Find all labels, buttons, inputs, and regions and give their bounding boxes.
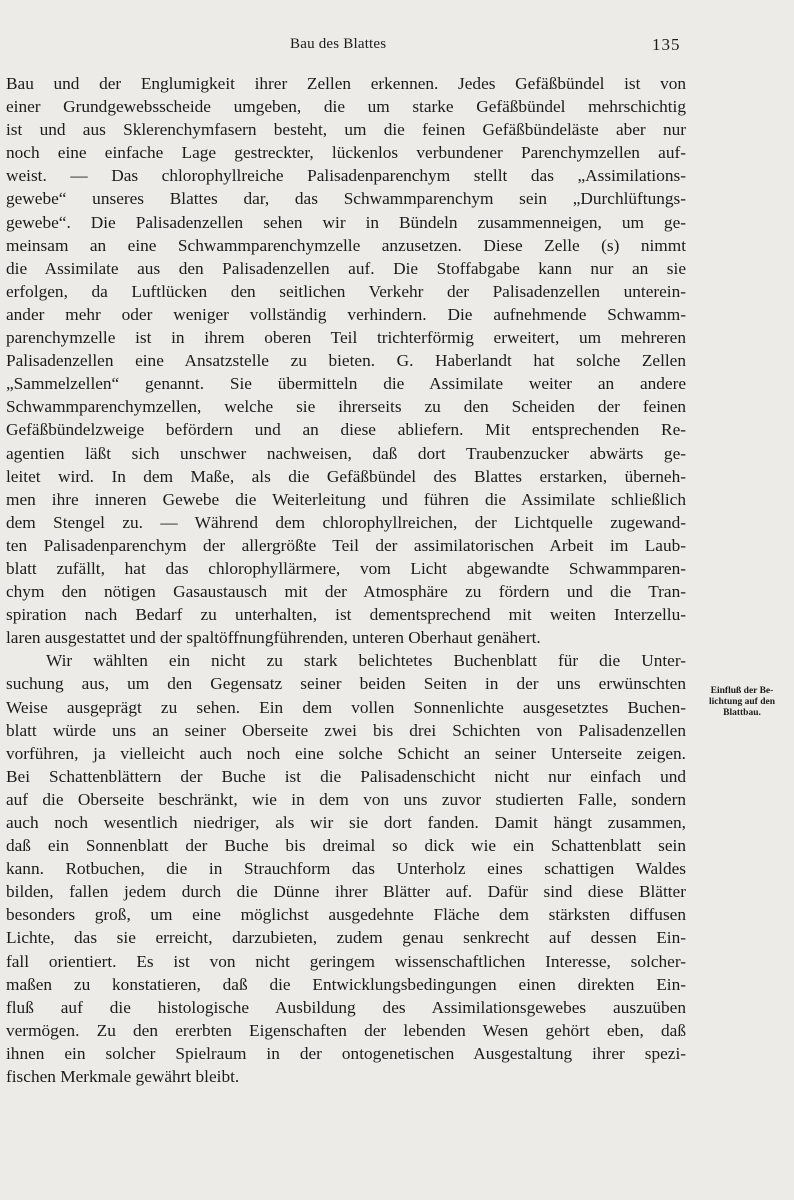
text-line: Bei Schattenblättern der Buche ist die Palisadenschicht nicht nur einfach und	[6, 766, 686, 786]
margin-note-line: Blattbau.	[723, 708, 761, 718]
text-line: spiration nach Bedarf zu unterhalten, ist dementsprechend mit weiten Interzellu-	[6, 605, 686, 625]
text-line: auf die Oberseite beschränkt, wie in dem von uns zuvor studierten Falle, sondern	[6, 789, 686, 809]
text-line: blatt würde uns an seiner Oberseite zwei bis drei Schichten von Palisadenzellen	[6, 720, 686, 740]
text-line: fluß auf die histologische Ausbildung des Assimilationsgewebes auszuüben	[6, 997, 686, 1017]
text-line: auch noch wesentlich niedriger, als wir sie dort fanden. Damit hängt zusammen,	[6, 813, 686, 832]
text-line: daß ein Sonnenblatt der Buche bis dreimal so dick wie ein Schattenblatt sein	[6, 836, 686, 856]
text-line: kann. Rotbuchen, die in Strauchform das Unterholz eines schattigen Waldes	[6, 859, 686, 879]
text-line: „Sammelzellen“ genannt. Sie übermitteln die Assimilate weiter an andere	[6, 374, 686, 394]
running-title: Bau des Blattes	[290, 36, 387, 52]
text-line: noch eine einfache Lage gestreckter, lückenlos verbundener Parenchymzellen auf-	[6, 143, 686, 163]
text-line: Weise ausgeprägt zu sehen. Ein dem vollen Sonnenlichte ausgesetztes Buchen-	[6, 697, 686, 717]
text-line: fischen Merkmale gewährt bleibt.	[6, 1067, 240, 1087]
text-line: Gefäßbündelzweige befördern und an diese abliefern. Mit entsprechenden Re-	[6, 420, 686, 440]
text-line: gewebe“ unseres Blattes dar, das Schwammparenchym sein „Durchlüftungs-	[6, 189, 686, 209]
text-line: dem Stengel zu. — Während dem chlorophyllreichen, der Lichtquelle zugewand-	[6, 512, 686, 532]
paragraph	[6, 649, 686, 1088]
text-line: Schwammparenchymzellen, welche sie ihrerseits zu den Scheiden der feinen	[6, 397, 686, 417]
text-line: Lichte, das sie erreicht, darzubieten, zudem genau senkrecht auf dessen Ein-	[6, 928, 686, 948]
body-text	[6, 72, 686, 1088]
text-line: maßen zu konstatieren, daß die Entwicklungsbedingungen einen direkten Ein-	[6, 974, 686, 994]
margin-note-line: lichtung auf den	[709, 697, 775, 707]
text-line: gewebe“. Die Palisadenzellen sehen wir in Bündeln zusammenneigen, um ge-	[6, 212, 686, 232]
margin-note-line: Einfluß der Be-	[710, 686, 774, 696]
text-line: leitet wird. In dem Maße, als die Gefäßbündel des Blattes erstarken, überneh-	[6, 466, 686, 486]
text-line: Bau und der Englumigkeit ihrer Zellen erkennen. Jedes Gefäßbündel ist von	[6, 74, 686, 93]
text-line: besonders groß, um eine möglichst ausgedehnte Fläche dem stärksten diffusen	[6, 905, 686, 925]
text-line: parenchymzelle ist in ihrem oberen Teil trichterförmig erweitert, um mehreren	[6, 328, 686, 348]
text-line: meinsam an eine Schwammparenchymzelle anzusetzen. Diese Zelle (s) nimmt	[6, 235, 686, 255]
running-head	[0, 36, 794, 60]
page-number: 135	[652, 35, 681, 54]
text-line: agentien läßt sich unschwer nachweisen, daß dort Traubenzucker abwärts ge-	[6, 443, 686, 463]
text-line: chym den nötigen Gasaustausch mit der Atmosphäre zu fördern und die Tran-	[6, 582, 686, 602]
text-line: einer Grundgewebsscheide umgeben, die um starke Gefäßbündel mehrschichtig	[6, 97, 686, 117]
text-line: erfolgen, da Luftlücken den seitlichen Verkehr der Palisadenzellen unterein-	[6, 281, 686, 301]
text-line: laren ausgestattet und der spaltöffnungführenden, unteren Oberhaut genähert.	[6, 628, 541, 648]
text-line: ten Palisadenparenchym der allergrößte Teil der assimilatorischen Arbeit im Laub-	[6, 535, 686, 555]
text-line: vorführen, ja vielleicht auch noch eine solche Schicht an seiner Unterseite zeigen.	[6, 743, 686, 763]
text-line: ihnen ein solcher Spielraum in der ontogenetischen Ausgestaltung ihrer spezi-	[6, 1043, 686, 1063]
text-line: men ihre inneren Gewebe die Weiterleitung und führen die Assimilate schließlich	[6, 489, 686, 509]
margin-note	[690, 686, 794, 719]
text-line: Palisadenzellen eine Ansatzstelle zu bieten. G. Haberlandt hat solche Zellen	[6, 351, 686, 371]
paragraph	[6, 72, 686, 649]
text-line: vermögen. Zu den ererbten Eigenschaften der lebenden Wesen gehört eben, daß	[6, 1020, 686, 1040]
text-line: Wir wählten ein nicht zu stark belichtetes Buchenblatt für die Unter-	[46, 651, 686, 671]
text-line: weist. — Das chlorophyllreiche Palisadenparenchym stellt das „Assimilations-	[6, 166, 686, 186]
text-line: suchung aus, um den Gegensatz seiner beiden Seiten in der uns erwünschten	[6, 674, 686, 694]
text-line: fall orientiert. Es ist von nicht geringem wissenschaftlichen Interesse, solcher-	[6, 951, 686, 971]
text-line: blatt zufällt, hat das chlorophyllärmere, vom Licht abgewandte Schwammparen-	[6, 558, 686, 578]
text-line: bilden, fallen jedem durch die Dünne ihrer Blätter auf. Dafür sind diese Blätter	[6, 882, 686, 902]
text-line: ist und aus Sklerenchymfasern besteht, um die feinen Gefäßbündeläste aber nur	[6, 120, 686, 140]
text-line: ander mehr oder weniger vollständig verhindern. Die aufnehmende Schwamm-	[6, 304, 686, 324]
text-line: die Assimilate aus den Palisadenzellen auf. Die Stoffabgabe kann nur an sie	[6, 258, 686, 278]
